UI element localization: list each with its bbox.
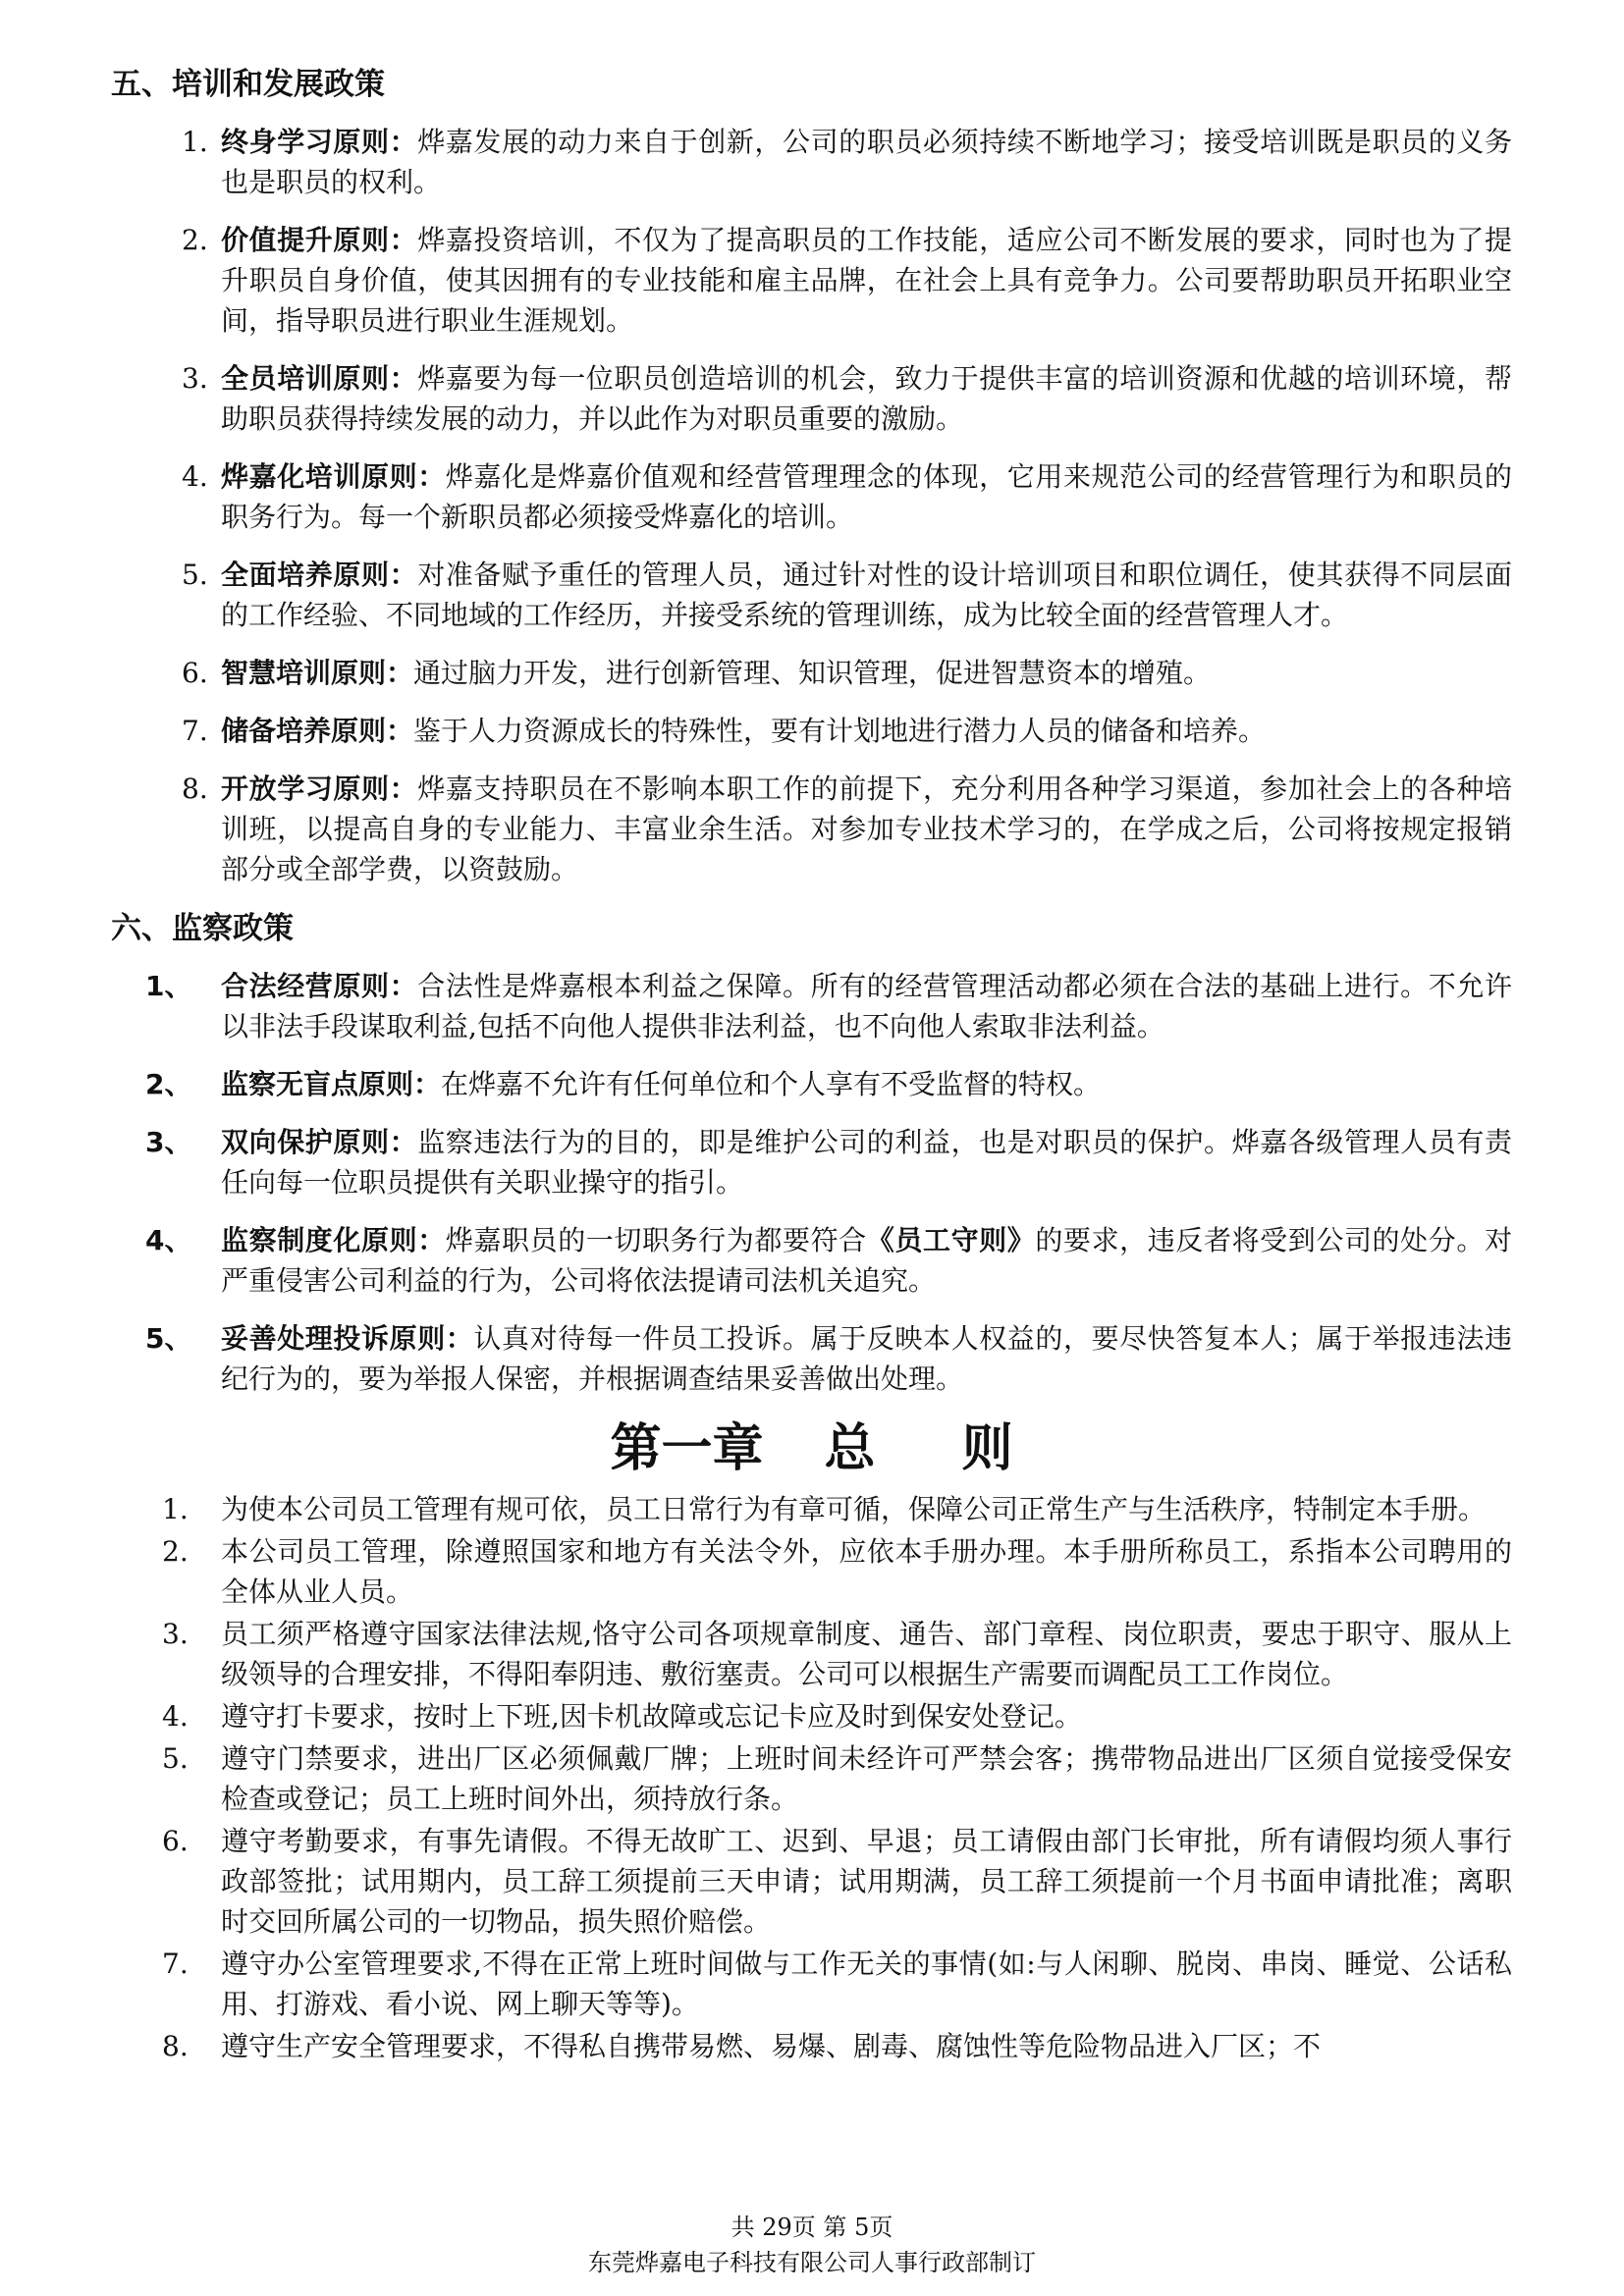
list-item: [162, 1489, 1512, 1529]
list-item: [145, 1220, 1512, 1301]
list-item: [182, 220, 1512, 341]
list-item: [182, 456, 1512, 537]
list-item: [182, 653, 1512, 693]
item-text: 本公司员工管理，除遵照国家和地方有关法令外，应依本手册办理。本手册所称员工，系指本公司聘用的全体从业人员。: [221, 1535, 1512, 1608]
item-text: 烨嘉支持职员在不影响本职工作的前提下，充分利用各种学习渠道，参加社会上的各种培训班，以提高自身的专业能力、丰富业余生活。对参加专业技术学习的，在学成之后，公司将按规定报销部分或全部学费，以资鼓励。: [221, 773, 1512, 885]
item-text: 通过脑力开发，进行创新管理、知识管理，促进智慧资本的增殖。: [413, 657, 1212, 689]
item-number: 4.: [182, 460, 208, 493]
item-number: 3.: [162, 1618, 189, 1650]
item-number: 2.: [182, 224, 208, 256]
item-lead: 价值提升原则：: [221, 224, 418, 256]
chapter-title-word: 总: [824, 1419, 876, 1478]
item-number: 5、: [145, 1322, 192, 1355]
book-title: 《员工守则》: [866, 1224, 1036, 1256]
item-text: 遵守生产安全管理要求，不得私自携带易燃、易爆、剧毒、腐蚀性等危险物品进入厂区；不: [221, 2030, 1322, 2062]
item-lead: 烨嘉化培训原则：: [221, 460, 446, 493]
item-number: 2.: [162, 1535, 189, 1568]
item-text: 烨嘉要为每一位职员创造培训的机会，致力于提供丰富的培训资源和优越的培训环境，帮助职员获得持续发展的动力，并以此作为对职员重要的激励。: [221, 362, 1512, 435]
item-text: 遵守考勤要求，有事先请假。不得无故旷工、迟到、早退；员工请假由部门长审批，所有请假均须人事行政部签批；试用期内，员工辞工须提前三天申请；试用期满，员工辞工须提前一个月书面申请批准；离职时交回所属公司的一切物品，损失照价赔偿。: [221, 1825, 1512, 1938]
item-body: [221, 1220, 1512, 1301]
section-training-policy: [0, 122, 1624, 889]
item-text: 认真对待每一件员工投诉。属于反映本人权益的，要尽快答复本人；属于举报违法违纪行为的，要为举报人保密，并根据调查结果妥善做出处理。: [221, 1322, 1512, 1395]
item-text: 合法性是烨嘉根本利益之保障。所有的经营管理活动都必须在合法的基础上进行。不允许以非法手段谋取利益,包括不向他人提供非法利益，也不向他人索取非法利益。: [221, 970, 1512, 1042]
item-number: 5.: [162, 1742, 189, 1775]
chapter-title-word: 则: [961, 1419, 1013, 1478]
list-item: [145, 1318, 1512, 1399]
list-item: [182, 555, 1512, 635]
item-lead: 全员培训原则：: [221, 362, 418, 395]
item-number: 6.: [162, 1825, 189, 1857]
list-item: [182, 122, 1512, 202]
item-text: 烨嘉职员的一切职务行为都要符合: [445, 1224, 867, 1256]
item-lead: 双向保护原则：: [221, 1126, 418, 1158]
chapter-title-number: 第一章: [610, 1419, 764, 1478]
item-number: 1.: [182, 126, 208, 158]
footer-issuer: 东莞烨嘉电子科技有限公司人事行政部制订: [588, 2249, 1036, 2276]
item-body: [221, 769, 1512, 889]
item-text: 遵守门禁要求，进出厂区必须佩戴厂牌；上班时间未经许可严禁会客；携带物品进出厂区须自觉接受保安检查或登记；员工上班时间外出，须持放行条。: [221, 1742, 1512, 1815]
chapter-title: [111, 1416, 1512, 1481]
item-body: [221, 1318, 1512, 1399]
item-lead: 妥善处理投诉原则：: [221, 1322, 474, 1355]
item-text: 的要求，违反者将受到公司的处分。对严重侵害公司利益的行为，公司将依法提请司法机关追究。: [221, 1224, 1512, 1297]
item-number: 5.: [182, 559, 208, 591]
item-text: 遵守办公室管理要求,不得在正常上班时间做与工作无关的事情(如:与人闲聊、脱岗、串岗、睡觉、公话私用、打游戏、看小说、网上聊天等等)。: [221, 1948, 1512, 2020]
item-number: 6.: [182, 657, 208, 689]
list-item: [145, 1064, 1512, 1104]
list-item: [182, 769, 1512, 889]
item-number: 2、: [145, 1068, 192, 1100]
item-lead: 监察制度化原则：: [221, 1224, 446, 1256]
item-text: 在烨嘉不允许有任何单位和个人享有不受监督的特权。: [441, 1068, 1102, 1100]
list-item: [162, 2026, 1512, 2066]
item-text: 烨嘉发展的动力来自于创新，公司的职员必须持续不断地学习；接受培训既是职员的义务也是职员的权利。: [221, 126, 1512, 198]
list-item: [145, 1122, 1512, 1202]
item-lead: 终身学习原则：: [221, 126, 418, 158]
item-lead: 监察无盲点原则：: [221, 1068, 442, 1100]
item-lead: 合法经营原则：: [221, 970, 418, 1002]
item-lead: 智慧培训原则：: [221, 657, 414, 689]
item-lead: 开放学习原则：: [221, 773, 418, 805]
item-text: 烨嘉投资培训，不仅为了提高职员的工作技能，适应公司不断发展的要求，同时也为了提升职员自身价值，使其因拥有的专业技能和雇主品牌，在社会上具有竞争力。公司要帮助职员开拓职业空间，指导职员进行职业生涯规划。: [221, 224, 1512, 337]
section-heading-supervision-policy: 六、监察政策: [111, 911, 294, 946]
section-supervision-policy: [0, 966, 1624, 1399]
item-body: [221, 358, 1512, 439]
item-number: 1.: [162, 1493, 189, 1525]
list-item: [162, 1696, 1512, 1736]
item-number: 8.: [182, 773, 208, 805]
list-item: [145, 966, 1512, 1046]
item-body: [221, 966, 1512, 1046]
item-number: 1、: [145, 970, 192, 1002]
item-number: 7.: [182, 715, 208, 747]
chapter-general-rules: [0, 1489, 1624, 2066]
item-body: [221, 220, 1512, 341]
item-number: 3.: [182, 362, 208, 395]
list-item: [182, 711, 1512, 751]
list-item: [162, 1531, 1512, 1612]
item-number: 3、: [145, 1126, 192, 1158]
item-lead: 储备培养原则：: [221, 715, 414, 747]
item-number: 4、: [145, 1224, 192, 1256]
page-footer: [0, 2210, 1624, 2280]
item-body: [221, 1122, 1512, 1202]
item-lead: 全面培养原则：: [221, 559, 418, 591]
item-text: 对准备赋予重任的管理人员，通过针对性的设计培训项目和职位调任，使其获得不同层面的工作经验、不同地域的工作经历，并接受系统的管理训练，成为比较全面的经营管理人才。: [221, 559, 1512, 631]
item-body: [221, 711, 1512, 751]
list-item: [162, 1614, 1512, 1694]
list-item: [162, 1738, 1512, 1819]
item-text: 烨嘉化是烨嘉价值观和经营管理理念的体现，它用来规范公司的经营管理行为和职员的职务行为。每一个新职员都必须接受烨嘉化的培训。: [221, 460, 1512, 533]
list-item: [182, 358, 1512, 439]
item-body: [221, 122, 1512, 202]
item-text: 遵守打卡要求，按时上下班,因卡机故障或忘记卡应及时到保安处登记。: [221, 1700, 1082, 1733]
section-heading-training-policy: 五、培训和发展政策: [111, 67, 385, 102]
item-body: [221, 1064, 1512, 1104]
item-body: [221, 653, 1512, 693]
item-text: 为使本公司员工管理有规可依，员工日常行为有章可循，保障公司正常生产与生活秩序，特制定本手册。: [221, 1493, 1487, 1525]
list-item: [162, 1821, 1512, 1942]
item-number: 4.: [162, 1700, 189, 1733]
item-body: [221, 555, 1512, 635]
footer-page-number: 共 29页 第 5页: [731, 2214, 893, 2241]
list-item: [162, 1944, 1512, 2024]
item-text: 员工须严格遵守国家法律法规,恪守公司各项规章制度、通告、部门章程、岗位职责，要忠于职守、服从上级领导的合理安排，不得阳奉阴违、敷衍塞责。公司可以根据生产需要而调配员工工作岗位。: [221, 1618, 1512, 1690]
item-body: [221, 456, 1512, 537]
item-number: 7.: [162, 1948, 189, 1980]
item-text: 鉴于人力资源成长的特殊性，要有计划地进行潜力人员的储备和培养。: [413, 715, 1267, 747]
item-text: 监察违法行为的目的，即是维护公司的利益，也是对职员的保护。烨嘉各级管理人员有责任向每一位职员提供有关职业操守的指引。: [221, 1126, 1512, 1199]
item-number: 8.: [162, 2030, 189, 2062]
